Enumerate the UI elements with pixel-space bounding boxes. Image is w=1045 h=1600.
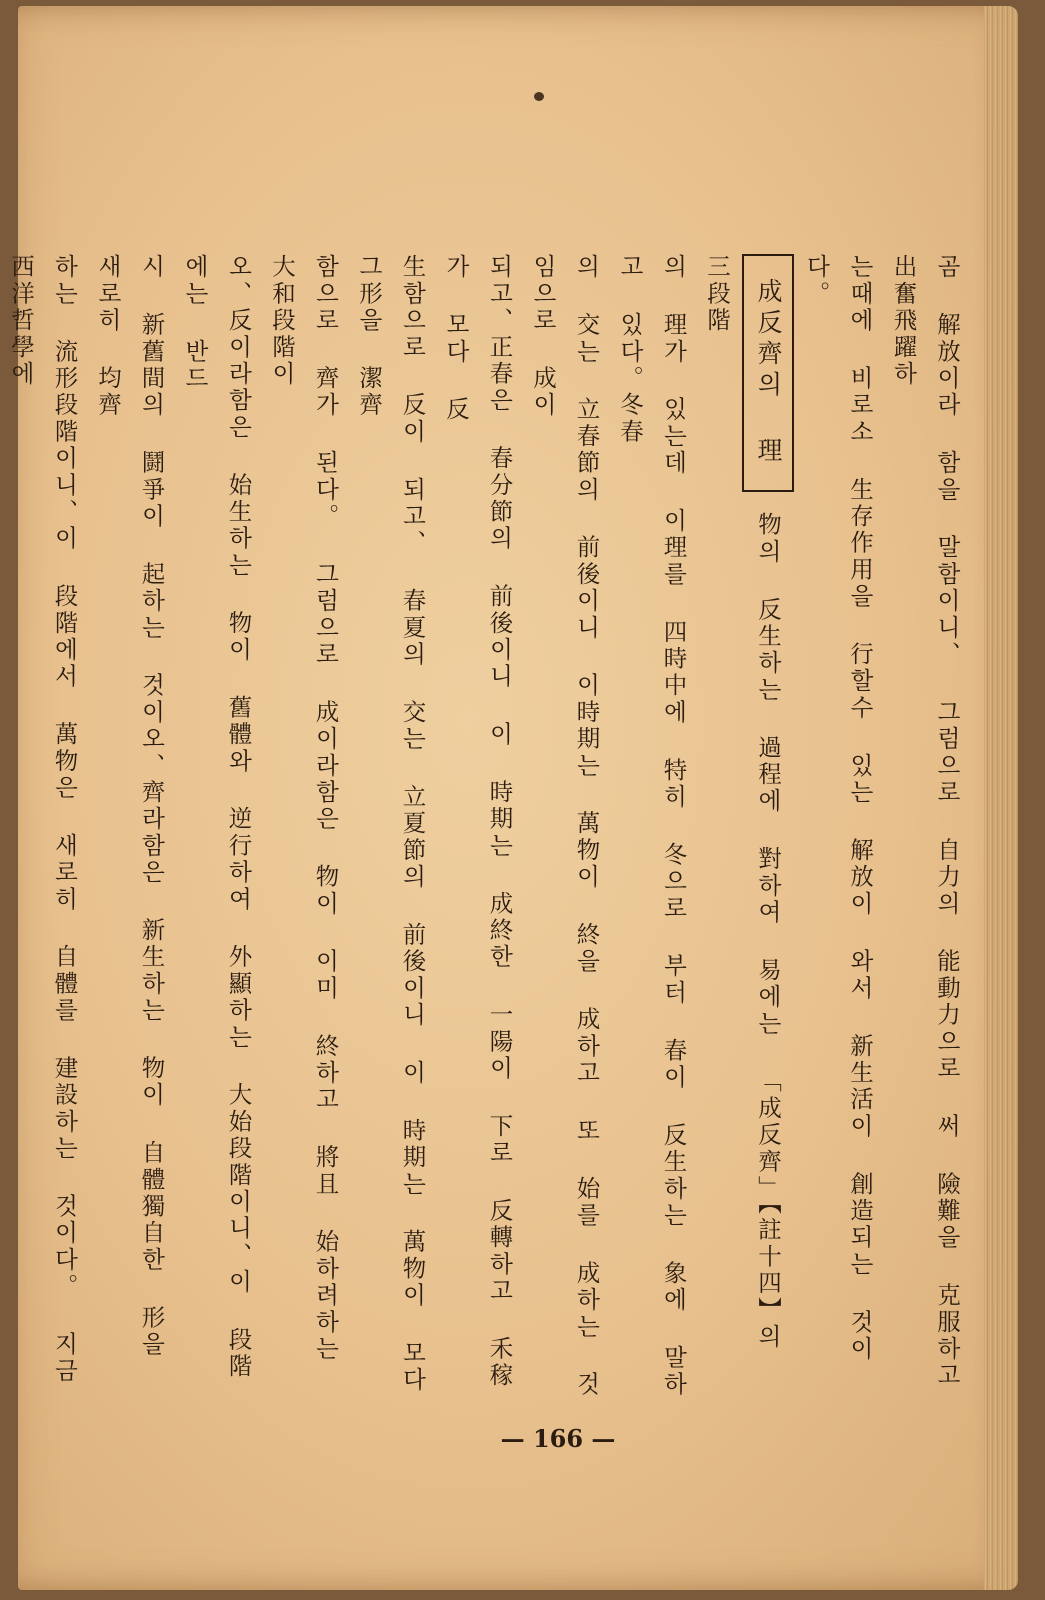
text-line-3: 物의 反生하는 過程에 對하여 易에는 「成反齊」【註十四】의 三段階 — [703, 254, 782, 1351]
section-title: 成反齊의 理 — [742, 254, 794, 492]
page-edge — [984, 6, 1018, 1590]
text-line-7: 生함으로 反이 되고、 春夏의 交는 立夏節의 前後이니 이 時期는 萬物이 모다 그形을 潔齊 — [355, 254, 427, 1394]
text-line-8: 함으로 齊가 된다。 그럼으로 成이라함은 物이 이미 終하고 將且 始하려하는 大和段階이 — [268, 254, 340, 1363]
book-page — [7, 6, 1018, 1590]
text-line-1: 곰 解放이라 함을 말함이니、 그럼으로 自力의 能動力으로 써 險難을 克服하고 出奮飛躍하 — [889, 254, 961, 1390]
text-line-5: 의 交는 立春節의 前後이니 이時期는 萬物이 終을 成하고 또 始를 成하는 것임으로 成이 — [529, 254, 601, 1399]
ink-smudge — [534, 92, 544, 101]
vertical-text-body — [7, 254, 968, 1404]
text-line-2: 는때에 비로소 生存作用을 行할수 있는 解放이 와서 新生活이 創造되는 것이다。 — [802, 254, 874, 1363]
text-line-11: 하는 流形段階이니、이 段階에서 萬物은 새로히 自體를 建設하는 것이다。 지금 西洋哲學에 — [7, 254, 79, 1385]
section-heading-line — [695, 254, 795, 1404]
text-line-6: 되고、正春은 春分節의 前後이니 이 時期는 成終한 一陽이 下로 反轉하고 禾稼가 모다 反 — [442, 254, 514, 1390]
text-line-10: 시 新舊間의 鬪爭이 起하는 것이오、齊라함은 新生하는 物이 自體獨自한 形을 새로히 均齊 — [94, 254, 166, 1358]
text-line-4: 의 理가 있는데 이理를 四時中에 特히 冬으로 부터 春이 反生하는 象에 말하고 있다。冬春 — [616, 254, 688, 1399]
text-line-9: 오、反이라함은 始生하는 物이 舊體와 逆行하여 外顯하는 大始段階이니、이 段階에는 반드 — [181, 254, 253, 1381]
page-number: — 166 — — [500, 1424, 616, 1453]
